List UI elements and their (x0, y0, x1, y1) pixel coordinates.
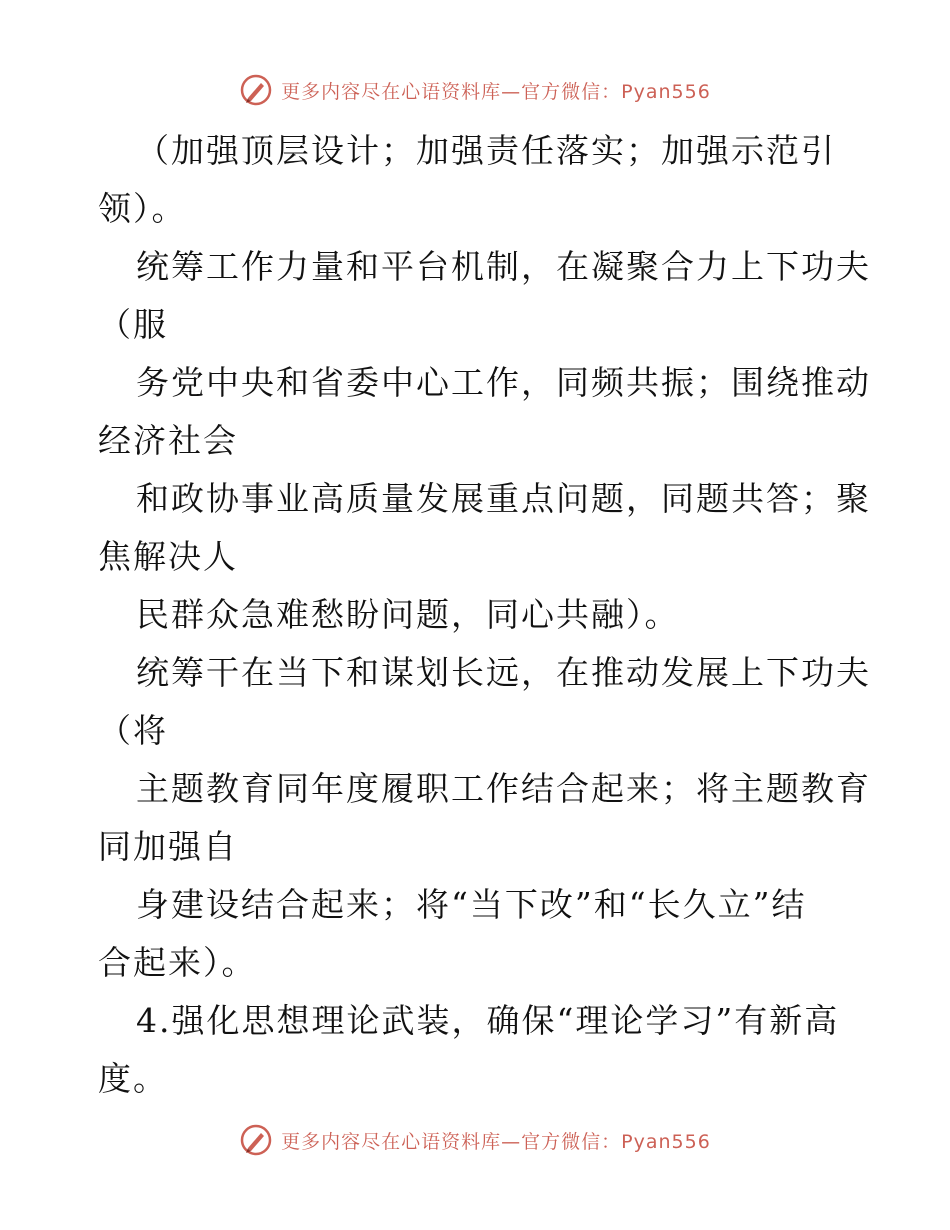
text-line: 度。 (98, 1059, 168, 1098)
paragraph (98, 644, 871, 760)
document-body (98, 122, 871, 1108)
text-line: 务党中央和省委中心工作，同频共振；围绕推动 (136, 363, 871, 402)
text-line: （将 (98, 711, 168, 750)
text-line: 统筹干在当下和谋划长远，在推动发展上下功夫 (136, 653, 871, 692)
header-watermark (0, 70, 950, 110)
watermark-text: 更多内容尽在心语资料库—官方微信：Pyan556 (281, 80, 711, 103)
paragraph (98, 876, 858, 992)
text-line: 经济社会 (98, 421, 238, 460)
paragraph (98, 122, 858, 238)
text-line: 4.强化思想理论武装，确保“理论学习”有新高 (136, 1001, 840, 1040)
footer-watermark (0, 1120, 950, 1160)
text-line: 身建设结合起来；将“当下改”和“长久立”结 (136, 885, 807, 924)
paragraph (98, 992, 858, 1108)
text-line: 同加强自 (98, 827, 238, 866)
text-line: （服 (98, 305, 168, 344)
text-line: 焦解决人 (98, 537, 238, 576)
text-line: 民群众急难愁盼问题，同心共融）。 (136, 595, 680, 634)
text-line: 和政协事业高质量发展重点问题，同题共答；聚 (136, 479, 871, 518)
paragraph (98, 238, 871, 354)
text-line: 合起来）。 (98, 943, 257, 982)
paragraph (98, 586, 858, 644)
pen-logo-icon (239, 73, 273, 107)
watermark-text: 更多内容尽在心语资料库—官方微信：Pyan556 (281, 1130, 711, 1153)
pen-logo-icon (239, 1123, 273, 1157)
paragraph (98, 470, 871, 586)
text-line: 主题教育同年度履职工作结合起来；将主题教育 (136, 769, 871, 808)
text-line: 统筹工作力量和平台机制，在凝聚合力上下功夫 (136, 247, 871, 286)
text-line: （加强顶层设计；加强责任落实；加强示范引 (136, 131, 836, 170)
paragraph (98, 354, 871, 470)
paragraph (98, 760, 871, 876)
text-line: 领）。 (98, 189, 187, 228)
